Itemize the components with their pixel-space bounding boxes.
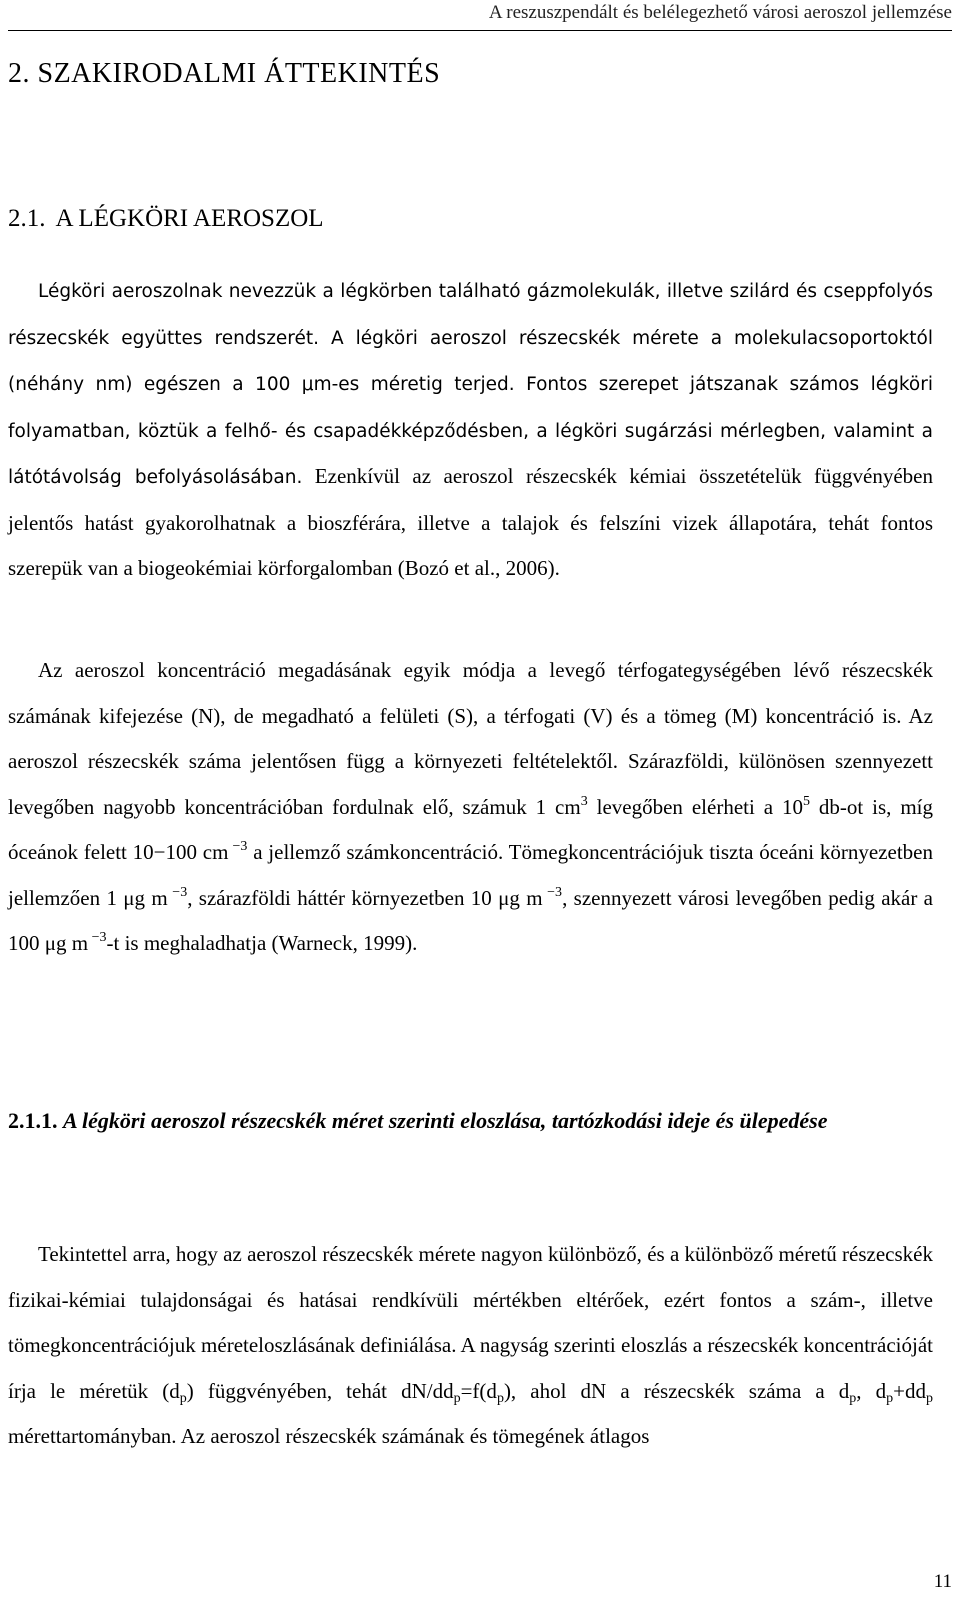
paragraph3-text-4: ), ahol dN a részecskék száma a d [503, 1378, 850, 1403]
section-title: A LÉGKÖRI AEROSZOL [55, 205, 324, 232]
subsection-number: 2.1.1. [8, 1108, 58, 1133]
subsection-title: A légköri aeroszol részecskék méret szerinti eloszlása, tartózkodási ideje és ülepedése [63, 1108, 828, 1133]
paragraph3-text-3: =f(d [460, 1378, 497, 1403]
paragraph2-text-4: a jellemző számkoncentráció. Tömegkoncentrációjuk tiszta óceáni környezetben jellemzően 1 μg m [8, 840, 933, 910]
running-header: A reszuszpendált és belélegezhető városi aeroszol jellemzése [488, 2, 952, 23]
paragraph3-text-5: , d [856, 1378, 887, 1403]
exponent: −3 [542, 884, 563, 900]
paragraph1-serif-part: Ezenkívül az aeroszol részecskék kémiai összetételük függvényében jelentős hatást gyakorolhatnak a bioszférára, illetve a talajok és felszíni vizek állapotára, tehát fontos szerepük van a biogeokémiai körforgalomban (Bozó et al., 2006). [8, 464, 933, 580]
section-number: 2.1. [8, 205, 46, 232]
subsection-heading [8, 1098, 933, 1143]
page-number: 11 [933, 1571, 952, 1592]
paragraph2-text-1: Az aeroszol koncentráció megadásának egyik módja a levegő térfogategységében lévő részecskék számának kifejezése (N), de megadható a felületi (S), a térfogati (V) és a tömeg (M) koncentráció is. Az aeroszol részecskék száma jelentősen függ a környezeti feltételektől. Szárazföldi, különösen szennyezett levegőben nagyobb koncentrációban fordulnak elő, számuk 1 cm [8, 658, 933, 819]
paragraph1-sans-part: Légköri aeroszolnak nevezzük a légkörben található gázmolekulák, illetve szilárd és cseppfolyós részecskék együttes rendszerét. A légköri aeroszol részecskék mérete a molekulacsoportoktól (néhány nm) egészen a 100 μm-es méretig terjed. Fontos szerepet játszanak számos légköri folyamatban, köztük a felhő- és csapadékképződésben, a légköri sugárzási mérlegben, valamint a látótávolság befolyásolásában. [8, 281, 933, 488]
paragraph2-text-5: , szárazföldi háttér környezetben 10 μg m [187, 885, 543, 910]
subscript: p [496, 1390, 504, 1406]
section-heading [8, 205, 324, 233]
paragraph2-text-3: db-ot is, míg óceánok felett 10−100 cm [8, 794, 934, 864]
paragraph2-text-6: , szennyezett városi levegőben pedig akár a 100 μg m [8, 885, 933, 955]
subscript: p [179, 1390, 187, 1406]
paragraph3-text-6: +dd [893, 1378, 926, 1403]
exponent: 5 [802, 793, 810, 809]
subscript: p [453, 1390, 461, 1406]
paragraph-concentration [8, 648, 933, 967]
paragraph2-text-2: levegőben elérheti a 10 [587, 794, 803, 819]
subscript: p [886, 1390, 894, 1406]
header-rule [8, 30, 952, 31]
exponent: −3 [167, 884, 188, 900]
subscript: p [926, 1390, 933, 1406]
paragraph3-text-2: ) függvényében, tehát dN/dd [186, 1378, 454, 1403]
paragraph-size-distribution [8, 1232, 933, 1460]
chapter-title: 2. SZAKIRODALMI ÁTTEKINTÉS [8, 58, 441, 89]
exponent: 3 [580, 793, 588, 809]
paragraph3-text-7: mérettartományban. Az aeroszol részecskék számának és tömegének átlagos [8, 1424, 650, 1448]
subscript: p [849, 1390, 857, 1406]
exponent: −3 [228, 839, 248, 854]
exponent: −3 [88, 930, 107, 945]
paragraph-aerosol-definition [8, 268, 933, 592]
paragraph2-text-7: -t is meghaladhatja (Warneck, 1999). [106, 931, 418, 955]
paragraph3-text-1: Tekintettel arra, hogy az aeroszol részecskék mérete nagyon különböző, és a különböző méretű részecskék fizikai-kémiai tulajdonságai és hatásai rendkívüli mértékben eltérőek, ezért fontos a szám-, illetve tömegkoncentrációjuk méreteloszlásának definiálása. A nagyság szerinti eloszlás a részecskék koncentrációját írja le méretük (d [8, 1242, 933, 1403]
